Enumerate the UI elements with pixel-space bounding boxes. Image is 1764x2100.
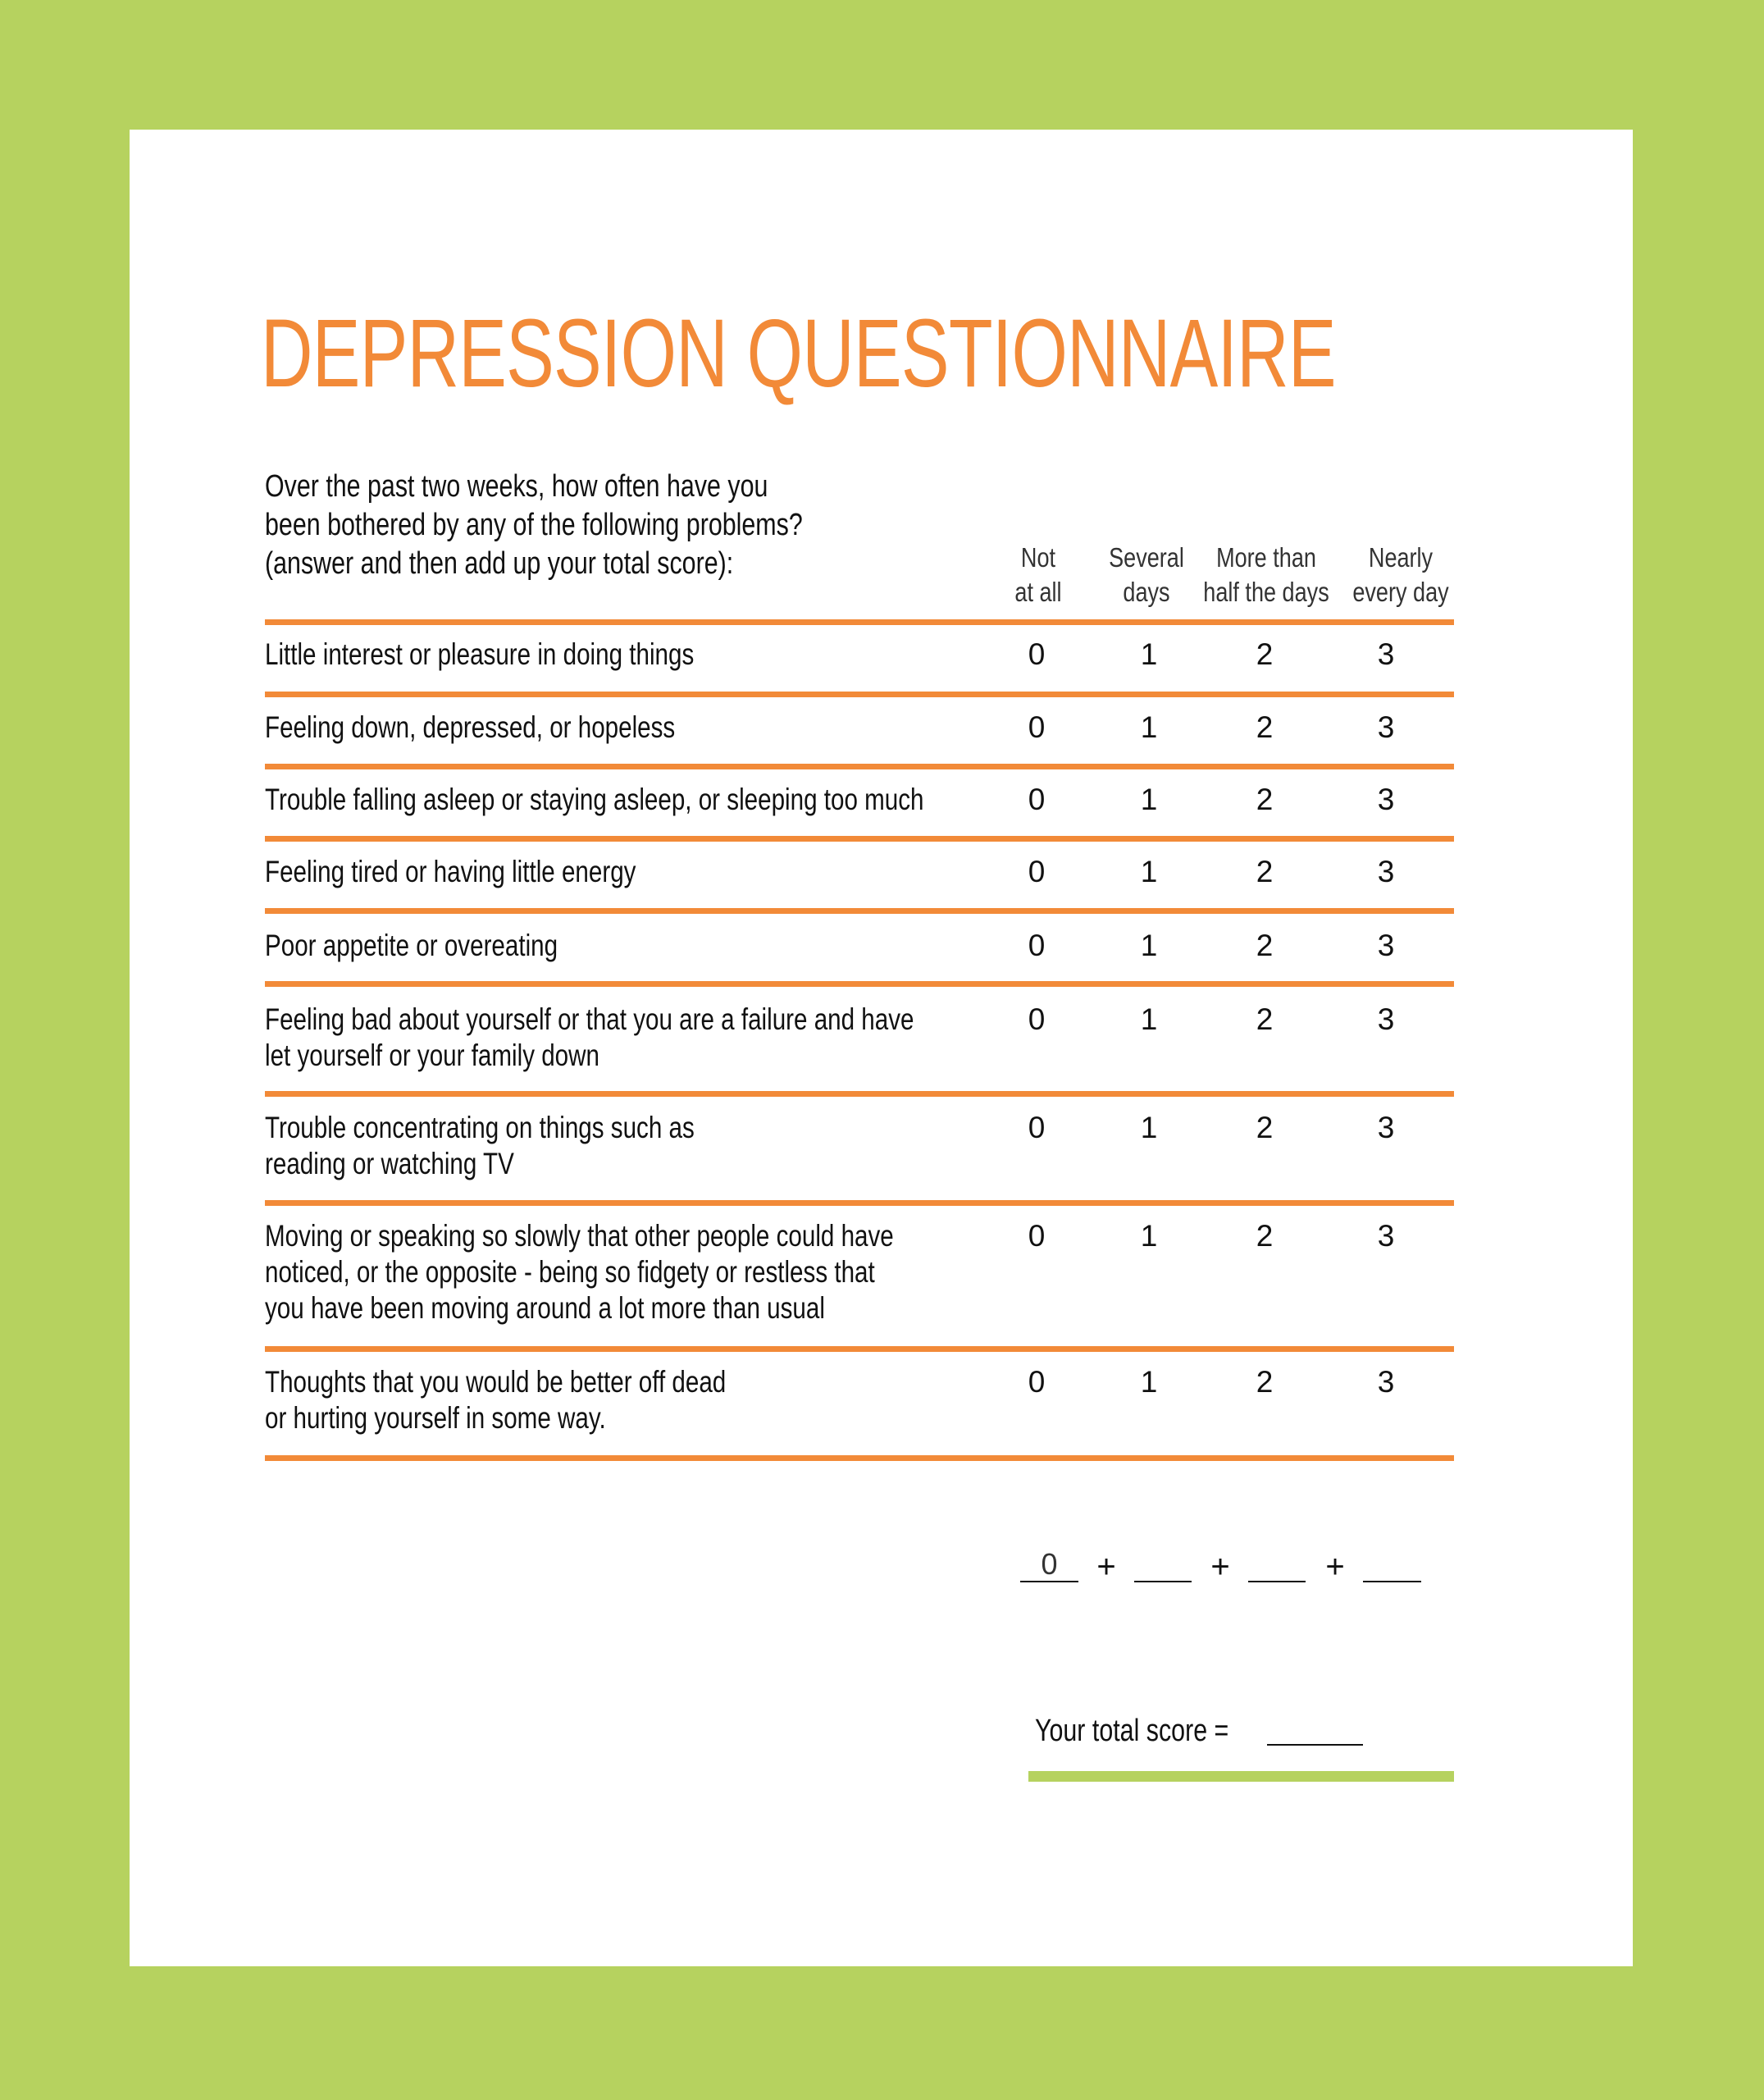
question-text bbox=[265, 854, 636, 890]
score-option[interactable]: 1 bbox=[1140, 783, 1158, 816]
score-option[interactable]: 1 bbox=[1140, 1002, 1158, 1036]
question-text-line: Trouble concentrating on things such as bbox=[265, 1111, 695, 1144]
score-option[interactable]: 0 bbox=[1028, 1002, 1046, 1036]
question-text-line: Feeling bad about yourself or that you are a failure and have bbox=[265, 1002, 914, 1036]
total-score-underline bbox=[1028, 1771, 1454, 1782]
score-option[interactable]: 2 bbox=[1256, 1002, 1274, 1036]
question-text bbox=[265, 928, 558, 964]
column-sum-field[interactable] bbox=[1020, 1547, 1078, 1582]
row-divider bbox=[265, 764, 1454, 769]
score-option[interactable]: 0 bbox=[1028, 855, 1046, 888]
score-option[interactable]: 0 bbox=[1028, 710, 1046, 744]
row-divider bbox=[265, 981, 1454, 987]
question-text-line: Little interest or pleasure in doing things bbox=[265, 637, 695, 671]
question-text-line: Moving or speaking so slowly that other people could have bbox=[265, 1219, 894, 1253]
score-option[interactable]: 2 bbox=[1256, 1365, 1274, 1399]
column-header-line: half the days bbox=[1203, 577, 1329, 607]
score-option[interactable]: 3 bbox=[1377, 855, 1395, 888]
score-option[interactable]: 2 bbox=[1256, 855, 1274, 888]
score-option[interactable]: 1 bbox=[1140, 1111, 1158, 1144]
plus-sign: + bbox=[1096, 1549, 1116, 1585]
question-text bbox=[265, 710, 675, 746]
column-header-line: Nearly bbox=[1368, 542, 1434, 573]
score-option[interactable]: 3 bbox=[1377, 1365, 1395, 1399]
score-option[interactable]: 3 bbox=[1377, 1219, 1395, 1253]
column-header-line: at all bbox=[1014, 577, 1062, 607]
row-divider bbox=[265, 1200, 1454, 1206]
row-divider bbox=[265, 1346, 1454, 1352]
total-score-label: Your total score = bbox=[1035, 1714, 1229, 1748]
score-option[interactable]: 0 bbox=[1028, 929, 1046, 962]
question-text-line: reading or watching TV bbox=[265, 1147, 514, 1180]
question-text-line: let yourself or your family down bbox=[265, 1039, 599, 1072]
score-option[interactable]: 3 bbox=[1377, 637, 1395, 671]
column-header-line: every day bbox=[1352, 577, 1449, 607]
row-divider bbox=[265, 908, 1454, 914]
row-divider bbox=[265, 1091, 1454, 1097]
question-text bbox=[265, 1364, 726, 1436]
score-option[interactable]: 2 bbox=[1256, 710, 1274, 744]
row-divider bbox=[265, 836, 1454, 842]
intro-text bbox=[265, 468, 803, 583]
intro-line: Over the past two weeks, how often have you bbox=[265, 469, 768, 504]
question-text bbox=[265, 1110, 695, 1182]
score-option[interactable]: 2 bbox=[1256, 929, 1274, 962]
column-sum-field[interactable] bbox=[1134, 1581, 1192, 1582]
row-divider bbox=[265, 1455, 1454, 1461]
score-option[interactable]: 3 bbox=[1377, 1002, 1395, 1036]
question-text bbox=[265, 1218, 894, 1326]
column-header-line: days bbox=[1123, 577, 1170, 607]
plus-sign: + bbox=[1210, 1549, 1230, 1585]
question-text-line: Thoughts that you would be better off dead bbox=[265, 1365, 727, 1399]
score-option[interactable]: 0 bbox=[1028, 783, 1046, 816]
question-text bbox=[265, 637, 694, 673]
score-option[interactable]: 0 bbox=[1028, 1219, 1046, 1253]
question-text-line: noticed, or the opposite - being so fidgety or restless that bbox=[265, 1255, 875, 1289]
total-score-field[interactable] bbox=[1267, 1744, 1363, 1746]
question-text-line: or hurting yourself in some way. bbox=[265, 1401, 606, 1435]
page-title: DEPRESSION QUESTIONNAIRE bbox=[261, 299, 1336, 408]
score-option[interactable]: 1 bbox=[1140, 637, 1158, 671]
question-text bbox=[265, 1002, 914, 1074]
score-option[interactable]: 0 bbox=[1028, 1111, 1046, 1144]
column-sum-field[interactable] bbox=[1363, 1581, 1421, 1582]
score-option[interactable]: 3 bbox=[1377, 1111, 1395, 1144]
column-header-line: Not bbox=[1020, 542, 1056, 573]
question-text-line: you have been moving around a lot more than usual bbox=[265, 1291, 825, 1325]
score-option[interactable]: 1 bbox=[1140, 1365, 1158, 1399]
question-text-line: Feeling down, depressed, or hopeless bbox=[265, 710, 676, 744]
row-divider bbox=[265, 619, 1454, 625]
score-option[interactable]: 1 bbox=[1140, 929, 1158, 962]
question-text-line: Poor appetite or overeating bbox=[265, 929, 558, 962]
score-option[interactable]: 1 bbox=[1140, 710, 1158, 744]
column-header bbox=[1320, 541, 1482, 609]
score-option[interactable]: 1 bbox=[1140, 1219, 1158, 1253]
question-text bbox=[265, 782, 924, 818]
column-sum-value: 0 bbox=[1041, 1547, 1058, 1581]
column-header-line: More than bbox=[1216, 542, 1316, 573]
score-option[interactable]: 1 bbox=[1140, 855, 1158, 888]
score-option[interactable]: 3 bbox=[1377, 929, 1395, 962]
column-sum-field[interactable] bbox=[1248, 1581, 1306, 1582]
question-text-line: Trouble falling asleep or staying asleep, or sleeping too much bbox=[265, 783, 924, 816]
plus-sign: + bbox=[1325, 1549, 1345, 1585]
score-option[interactable]: 3 bbox=[1377, 710, 1395, 744]
score-option[interactable]: 3 bbox=[1377, 783, 1395, 816]
intro-line: been bothered by any of the following problems? bbox=[265, 508, 803, 542]
score-option[interactable]: 2 bbox=[1256, 783, 1274, 816]
score-option[interactable]: 0 bbox=[1028, 1365, 1046, 1399]
question-text-line: Feeling tired or having little energy bbox=[265, 855, 636, 888]
score-option[interactable]: 2 bbox=[1256, 1219, 1274, 1253]
row-divider bbox=[265, 692, 1454, 697]
intro-line: (answer and then add up your total score): bbox=[265, 546, 734, 581]
column-header-line: Several bbox=[1109, 542, 1184, 573]
score-option[interactable]: 2 bbox=[1256, 1111, 1274, 1144]
score-option[interactable]: 2 bbox=[1256, 637, 1274, 671]
score-option[interactable]: 0 bbox=[1028, 637, 1046, 671]
